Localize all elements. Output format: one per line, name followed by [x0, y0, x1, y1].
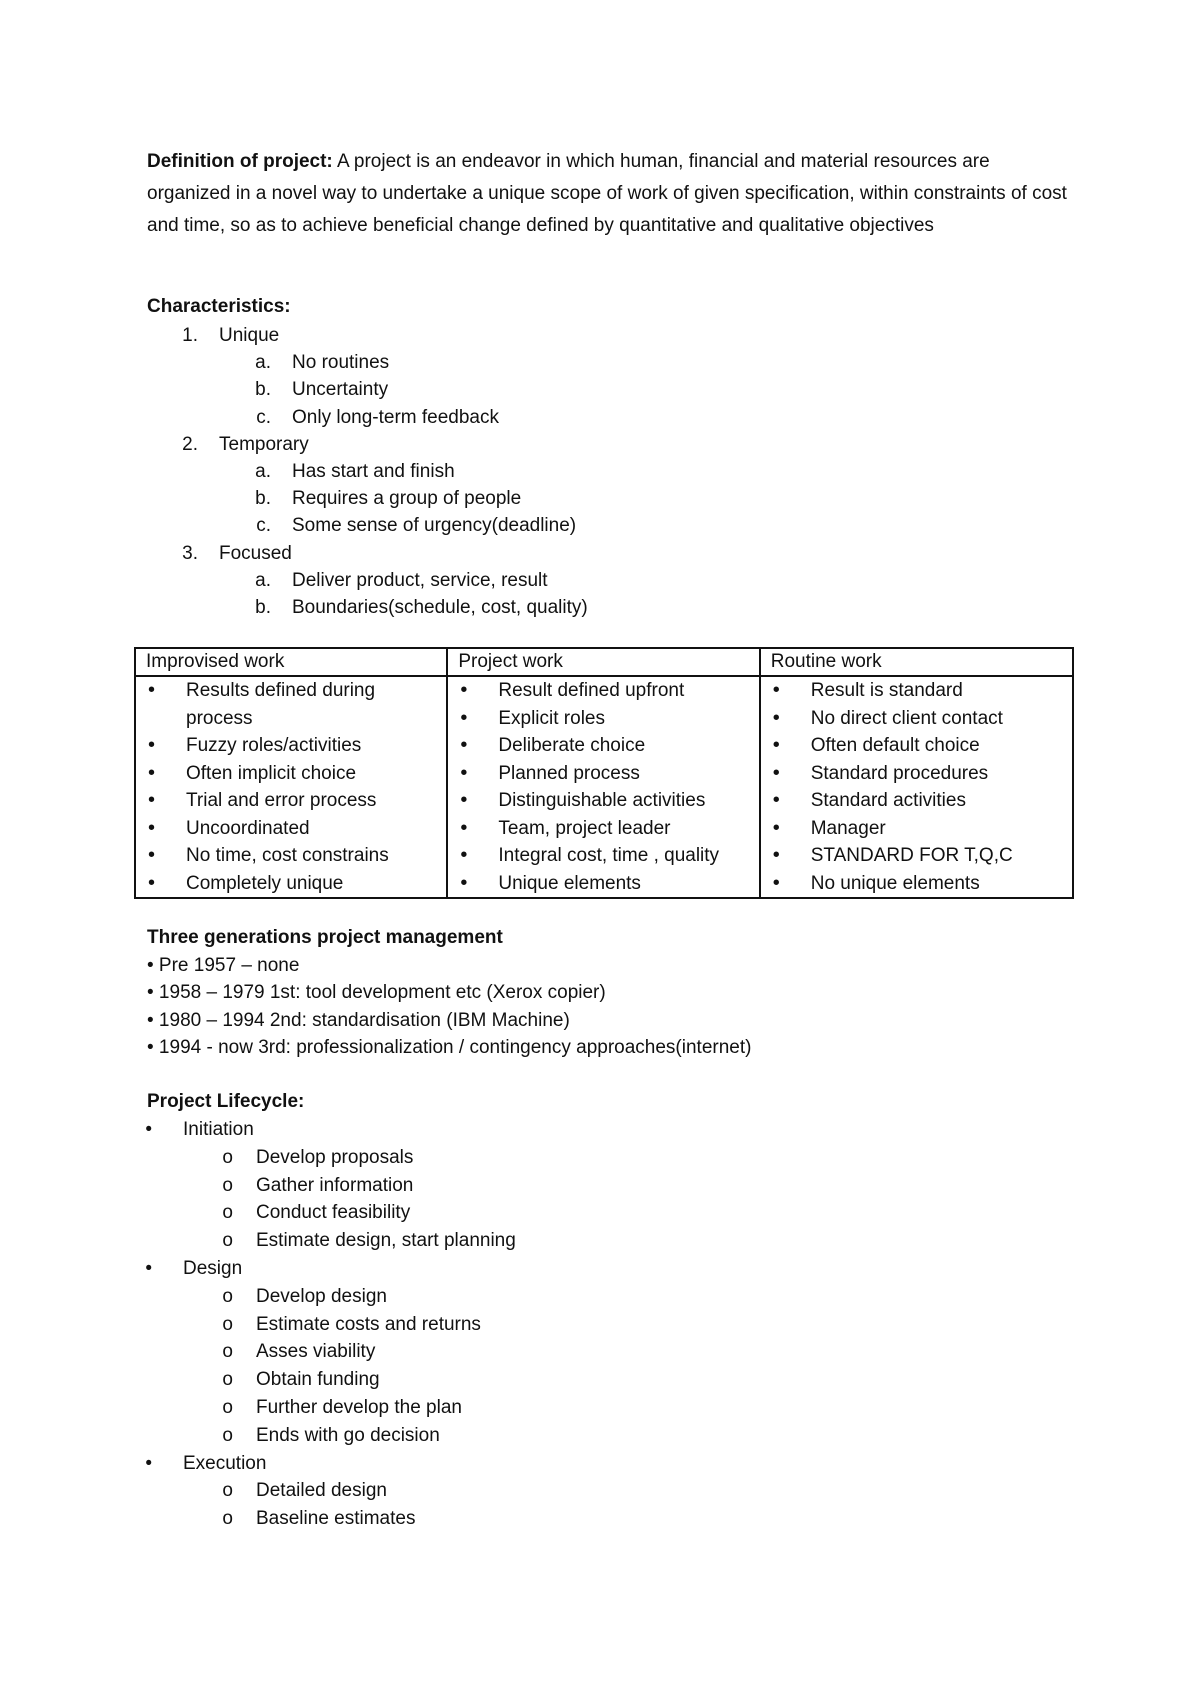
lifecycle-step-marker: o	[222, 1285, 233, 1307]
table-cell-item: • Planned process	[458, 760, 754, 788]
lifecycle-step-text: Estimate costs and returns	[256, 1313, 481, 1335]
lifecycle-heading: Project Lifecycle:	[147, 1091, 305, 1112]
lifecycle-step-text: Obtain funding	[256, 1369, 380, 1391]
table-body-row	[135, 676, 1073, 898]
table-cell-item: • No time, cost constrains	[146, 842, 442, 870]
table-cell-item: • Often default choice	[771, 732, 1068, 760]
lifecycle-step-text: Develop design	[256, 1285, 387, 1307]
characteristic-subitem-text: Boundaries(schedule, cost, quality)	[292, 597, 588, 618]
lifecycle-phase-marker: •	[145, 1258, 152, 1279]
lifecycle-phase-text: Execution	[183, 1452, 267, 1474]
table-cell-item: • Team, project leader	[458, 815, 754, 843]
lifecycle-step-marker: o	[222, 1313, 233, 1335]
lifecycle-step-text: Gather information	[256, 1174, 414, 1196]
characteristic-subitem-marker: a.	[255, 569, 271, 591]
table-cell-item: • Result defined upfront	[458, 677, 754, 705]
generation-item-text: • 1958 – 1979 1st: tool development etc (Xerox copier)	[147, 982, 606, 1004]
header-routine-work: Routine work	[760, 648, 1073, 676]
lifecycle-step-marker: o	[222, 1146, 233, 1168]
definition-label: Definition of project:	[147, 151, 333, 172]
project-work-cell	[447, 676, 759, 898]
lifecycle-phase-text: Design	[183, 1258, 243, 1279]
characteristic-subitem-marker: a.	[255, 352, 271, 374]
table-cell-item: • Often implicit choice	[146, 760, 442, 788]
definition-text: A project is an endeavor in which human, financial and material resources are organized in a novel way to undertake a unique scope of work of given specification, within constraints of cost and time, so as to achieve beneficial change defined by quantitative and qualitative objectives	[147, 151, 1067, 236]
generations-heading: Three generations project management	[147, 927, 503, 948]
table-cell-item: • Explicit roles	[458, 705, 754, 733]
header-improvised-work: Improvised work	[135, 648, 447, 676]
lifecycle-step-marker: o	[222, 1424, 233, 1446]
characteristic-item-marker: 3.	[182, 542, 198, 564]
table-cell-item: • Deliberate choice	[458, 732, 754, 760]
table-cell-item: • Unique elements	[458, 870, 754, 898]
characteristic-item-text: Focused	[219, 542, 292, 564]
characteristic-subitem-marker: b.	[255, 597, 271, 618]
generation-item-text: • 1994 - now 3rd: professionalization / contingency approaches(internet)	[147, 1036, 752, 1058]
table-cell-item: • Uncoordinated	[146, 815, 442, 843]
table-cell-item: • No unique elements	[771, 870, 1068, 898]
table-cell-item: • Distinguishable activities	[458, 787, 754, 815]
lifecycle-step-marker: o	[222, 1341, 233, 1363]
lifecycle-step-text: Develop proposals	[256, 1146, 414, 1168]
lifecycle-step-text: Detailed design	[256, 1480, 387, 1502]
definition-paragraph	[147, 146, 1067, 242]
lifecycle-step-text: Asses viability	[256, 1341, 376, 1363]
lifecycle-phase-marker: •	[145, 1119, 152, 1140]
generation-item-text: • Pre 1957 – none	[147, 955, 300, 976]
table-cell-item: • No direct client contact	[771, 705, 1068, 733]
lifecycle-phase-text: Initiation	[183, 1119, 254, 1140]
table-cell-item: • Result is standard	[771, 677, 1068, 705]
table-cell-item: • Fuzzy roles/activities	[146, 732, 442, 760]
characteristic-subitem-text: Has start and finish	[292, 461, 455, 482]
characteristic-subitem-text: No routines	[292, 352, 390, 374]
header-project-work: Project work	[447, 648, 759, 676]
characteristic-subitem-marker: c.	[256, 515, 271, 537]
characteristic-subitem-marker: c.	[256, 406, 271, 428]
lifecycle-step-text: Baseline estimates	[256, 1508, 416, 1530]
table-cell-item: • Integral cost, time , quality	[458, 842, 754, 870]
characteristic-subitem-text: Deliver product, service, result	[292, 569, 548, 591]
table-cell-item: • Manager	[771, 815, 1068, 843]
characteristic-subitem-marker: a.	[255, 461, 271, 482]
improvised-work-cell	[135, 676, 447, 898]
characteristic-subitem-text: Some sense of urgency(deadline)	[292, 515, 577, 537]
routine-work-list	[771, 677, 1068, 897]
lifecycle-step-marker: o	[222, 1508, 233, 1530]
characteristic-subitem-text: Requires a group of people	[292, 488, 522, 510]
lifecycle-step-marker: o	[222, 1480, 233, 1502]
lifecycle-phase-marker: •	[145, 1452, 152, 1474]
characteristic-subitem-text: Uncertainty	[292, 379, 389, 401]
characteristic-subitem-marker: b.	[255, 379, 271, 401]
table-cell-item: • Trial and error process	[146, 787, 442, 815]
generation-item-text: • 1980 – 1994 2nd: standardisation (IBM Machine)	[147, 1009, 570, 1031]
lifecycle-step-marker: o	[222, 1202, 233, 1224]
table-cell-item: • Standard procedures	[771, 760, 1068, 788]
table-cell-item: • Completely unique	[146, 870, 442, 898]
lifecycle-step-text: Further develop the plan	[256, 1397, 462, 1418]
lifecycle-step-marker: o	[222, 1369, 233, 1391]
table-cell-item: • STANDARD FOR T,Q,C	[771, 842, 1068, 870]
characteristic-item-text: Unique	[219, 325, 280, 346]
lifecycle-step-marker: o	[222, 1174, 233, 1196]
table-cell-item: • Results defined during process	[146, 677, 442, 732]
table-header-row	[135, 648, 1073, 676]
characteristic-item-marker: 2.	[182, 433, 198, 455]
project-work-list	[458, 677, 754, 897]
table-cell-item: • Standard activities	[771, 787, 1068, 815]
characteristic-subitem-text: Only long-term feedback	[292, 406, 499, 428]
characteristic-subitem-marker: b.	[255, 488, 271, 510]
lifecycle-step-text: Estimate design, start planning	[256, 1230, 516, 1252]
routine-work-cell	[760, 676, 1073, 898]
lifecycle-step-marker: o	[222, 1397, 233, 1418]
characteristic-item-text: Temporary	[219, 433, 309, 455]
lifecycle-step-text: Conduct feasibility	[256, 1202, 411, 1224]
characteristics-heading: Characteristics:	[147, 296, 291, 317]
improvised-work-list	[146, 677, 442, 897]
lifecycle-step-marker: o	[222, 1230, 233, 1252]
characteristic-item-marker: 1.	[182, 325, 198, 346]
lifecycle-step-text: Ends with go decision	[256, 1424, 440, 1446]
comparison-table	[134, 647, 1074, 899]
